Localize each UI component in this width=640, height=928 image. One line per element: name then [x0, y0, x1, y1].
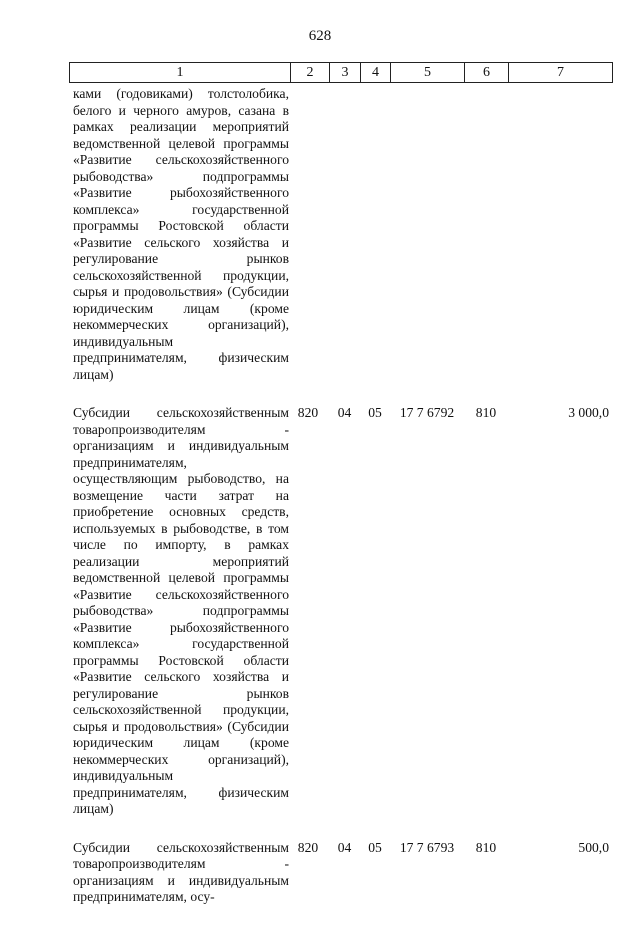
page-number: 628: [308, 28, 332, 44]
amount: 3 000,0: [568, 405, 609, 420]
header-row: [70, 63, 613, 83]
section-code: 04: [337, 405, 352, 420]
column-header-5: 5: [391, 63, 465, 83]
amount: 500,0: [578, 839, 609, 855]
column-header-7: 7: [509, 63, 613, 83]
table-header: [69, 62, 613, 83]
table-row: [69, 840, 612, 906]
row-description: Субсидии сельскохозяйственным товаропроизводителям - организациям и индивидуальным предпринимателям, осу-: [73, 839, 289, 904]
ministry-code: 820: [297, 405, 319, 420]
row-description: Субсидии сельскохозяйственным товаропроизводителям - организациям и индивидуальным предпринимателям, осуществляющим рыбоводство, на возмещение части затрат на приобретение основных средств, используемых в рыбоводстве, в том числе по импорту, в рамках реализации мероприятий ведомственной целевой программы «Развитие сельскохозяйственного рыбоводства» подпрограммы «Развитие рыбохозяйственного комплекса» государственной программы Ростовской области «Развитие сельского хозяйства и регулирование рынков сельскохозяйственной продукции, сырья и продовольствия» (Субсидии юридическим лицам (кроме некоммерческих организаций), индивидуальным предпринимателям, физическим лицам): [73, 405, 289, 816]
column-header-6: 6: [465, 63, 509, 83]
table-row: [69, 86, 612, 383]
target-article-code: 17 7 6793: [399, 839, 455, 855]
column-header-4: 4: [361, 63, 391, 83]
table-row: [69, 405, 612, 818]
ministry-code: 820: [297, 839, 319, 855]
column-header-2: 2: [291, 63, 330, 83]
subsection-code: 05: [368, 839, 382, 855]
column-header-1: 1: [70, 63, 291, 83]
column-header-3: 3: [330, 63, 361, 83]
subsection-code: 05: [368, 405, 382, 420]
expense-type-code: 810: [475, 839, 497, 855]
section-code: 04: [337, 839, 352, 855]
row-description: ками (годовиками) толстолобика, белого и черного амуров, сазана в рамках реализации мероприятий ведомственной целевой программы «Развитие сельскохозяйственного рыбоводства» подпрограммы «Развитие рыбохозяйственного комплекса» государственной программы Ростовской области «Развитие сельского хозяйства и регулирование рынков сельскохозяйственной продукции, сырья и продовольствия» (Субсидии юридическим лицам (кроме некоммерческих организаций), индивидуальным предпринимателям, физическим лицам): [73, 86, 289, 382]
expense-type-code: 810: [475, 405, 497, 420]
target-article-code: 17 7 6792: [399, 405, 455, 420]
table-body: [69, 86, 612, 928]
